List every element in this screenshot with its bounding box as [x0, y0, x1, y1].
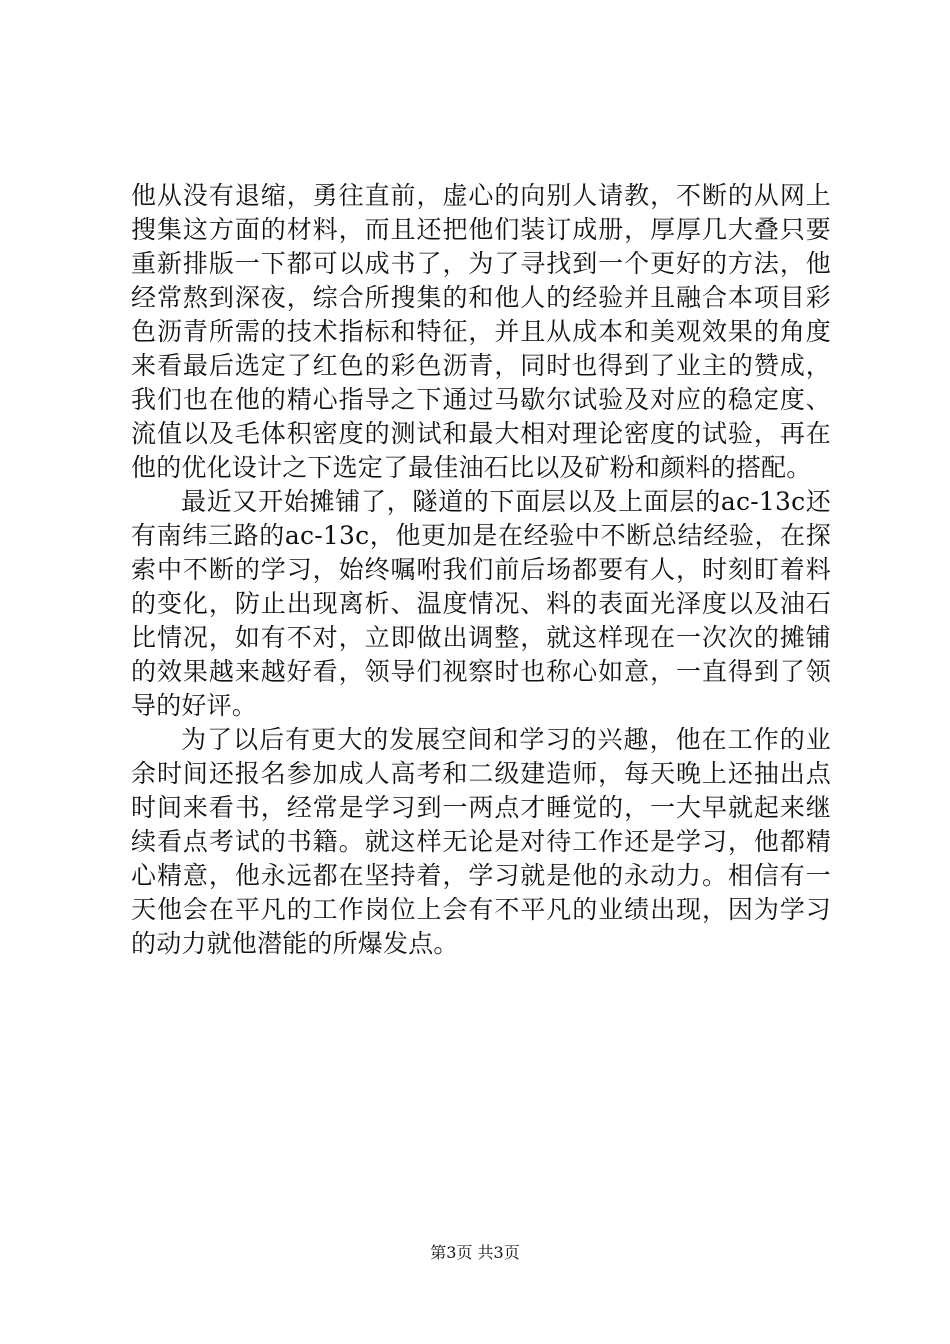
- text-line: 余时间还报名参加成人高考和二级建造师，每天晚上还抽出点: [131, 759, 831, 788]
- text-line: 的效果越来越好看，领导们视察时也称心如意，一直得到了领: [131, 657, 831, 686]
- text-line: 索中不断的学习，始终嘱咐我们前后场都要有人，时刻盯着料: [131, 555, 831, 584]
- paragraph-2: [131, 485, 831, 723]
- text-line: 流值以及毛体积密度的测试和最大相对理论密度的试验，再在: [131, 419, 831, 448]
- text-line: 天他会在平凡的工作岗位上会有不平凡的业绩出现，因为学习: [131, 895, 831, 924]
- text-line: 比情况，如有不对，立即做出调整，就这样现在一次次的摊铺: [131, 623, 831, 652]
- text-line: 他从没有退缩，勇往直前，虚心的向别人请教，不断的从网上: [131, 181, 831, 210]
- text-line: 导的好评。: [131, 691, 258, 720]
- text-line: 经常熬到深夜，综合所搜集的和他人的经验并且融合本项目彩: [131, 283, 831, 312]
- paragraph-1: [131, 179, 831, 485]
- text-line: 有南纬三路的ac-13c，他更加是在经验中不断总结经验，在探: [131, 521, 831, 550]
- text-line: 他的优化设计之下选定了最佳油石比以及矿粉和颜料的搭配。: [131, 453, 812, 482]
- text-line: 最近又开始摊铺了，隧道的下面层以及上面层的ac-13c还: [181, 487, 831, 516]
- text-line: 搜集这方面的材料，而且还把他们装订成册，厚厚几大叠只要: [131, 215, 831, 244]
- text-line: 来看最后选定了红色的彩色沥青，同时也得到了业主的赞成，: [131, 351, 831, 380]
- paragraph-3: [131, 723, 831, 961]
- text-line: 时间来看书，经常是学习到一两点才睡觉的，一大早就起来继: [131, 793, 831, 822]
- text-line: 的动力就他潜能的所爆发点。: [131, 929, 459, 958]
- text-line: 续看点考试的书籍。就这样无论是对待工作还是学习，他都精: [131, 827, 831, 856]
- page-footer: 第3页 共3页: [430, 1243, 520, 1262]
- text-line: 为了以后有更大的发展空间和学习的兴趣，他在工作的业: [181, 725, 831, 754]
- text-line: 色沥青所需的技术指标和特征，并且从成本和美观效果的角度: [131, 317, 831, 346]
- document-body: [131, 179, 831, 961]
- text-line: 我们也在他的精心指导之下通过马歇尔试验及对应的稳定度、: [131, 385, 831, 414]
- text-line: 的变化，防止出现离析、温度情况、料的表面光泽度以及油石: [131, 589, 831, 618]
- text-line: 心精意，他永远都在坚持着，学习就是他的永动力。相信有一: [131, 861, 831, 890]
- text-line: 重新排版一下都可以成书了，为了寻找到一个更好的方法，他: [131, 249, 831, 278]
